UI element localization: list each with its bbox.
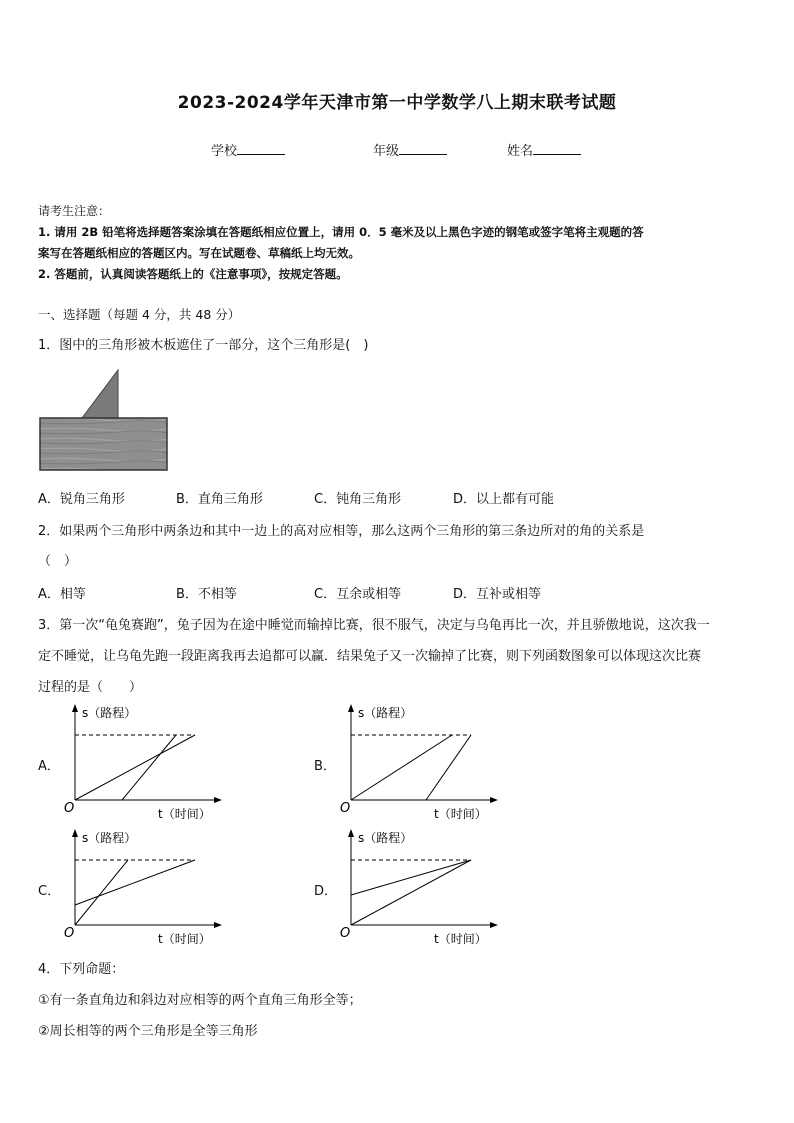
q3-option-d-label: D． [314,884,338,899]
q2-option-b: B．不相等 [176,587,237,602]
q2-option-d: D．互补或相等 [453,587,542,602]
name-label: 姓名 [507,144,534,159]
x-axis-label: t（时间） [158,807,211,821]
q3-line-2: 定不睡觉，让乌龟先跑一段距离我再去追都可以赢．结果兔子又一次输掉了比赛，则下列函数图象可以体现这次比赛 [38,649,702,664]
q2-option-c: C．互余或相等 [314,587,402,602]
x-axis-arrow [490,797,498,803]
grade-field [373,140,447,159]
notice-heading: 请考生注意： [38,204,111,218]
x-axis-arrow [214,797,222,803]
x-axis-label: t（时间） [158,932,211,946]
q3-line-1: 3．第一次“龟兔赛跑”，兔子因为在途中睡觉而输掉比赛，很不服气，决定与乌龟再比一次，并且骄傲地说，这次我一 [38,618,710,633]
notice-line-1: 1. 请用 2B 铅笔将选择题答案涂填在答题纸相应位置上，请用 0．5 毫米及以上黑色字迹的钢笔或签字笔将主观题的答 [38,225,644,239]
q1-stem: 1．图中的三角形被木板遮住了一部分，这个三角形是( ) [38,338,369,353]
y-axis-arrow [72,829,78,837]
notice-line-3: 2. 答题前，认真阅读答题纸上的《注意事项》，按规定答题。 [38,267,348,281]
q4-item-1: ①有一条直角边和斜边对应相等的两个直角三角形全等； [38,993,362,1008]
tortoise-line [75,735,195,800]
rabbit-line [426,735,471,800]
q2-option-a: A．相等 [38,587,86,602]
notice-line-2: 案写在答题纸相应的答题区内。写在试题卷、草稿纸上均无效。 [38,246,360,260]
grade-label: 年级 [373,144,400,159]
q1-option-c: C．钝角三角形 [314,492,402,507]
q2-stem: 2．如果两个三角形中两条边和其中一边上的高对应相等，那么这两个三角形的第三条边所对的角的关系是 [38,524,645,539]
tortoise-line [351,860,471,895]
q4-stem: 4．下列命题： [38,962,125,977]
y-axis-label: s（路程） [82,706,137,720]
origin-label: O [64,926,75,941]
tortoise-line [351,735,452,800]
wood-board [40,418,167,470]
x-axis-arrow [214,922,222,928]
q3-line-3: 过程的是（ ） [38,680,143,695]
grade-blank [399,142,447,155]
page-title: 2023-2024学年天津市第一中学数学八上期末联考试题 [177,93,617,113]
graph-d [336,825,506,950]
rabbit-line [75,860,128,925]
graph-c [60,825,230,950]
name-blank [533,142,581,155]
q1-figure [38,366,170,472]
q3-option-a-label: A． [38,759,60,774]
x-axis-label: t（时间） [434,807,487,821]
y-axis-arrow [348,829,354,837]
q1-option-b: B．直角三角形 [176,492,263,507]
rabbit-line [351,860,471,925]
q2-paren: （ ） [38,554,78,569]
y-axis-arrow [348,704,354,712]
q4-item-2: ②周长相等的两个三角形是全等三角形 [38,1024,258,1039]
y-axis-label: s（路程） [82,831,137,845]
x-axis-label: t（时间） [434,932,487,946]
graph-a [60,700,230,825]
school-label: 学校 [211,144,238,159]
q3-option-c-label: C． [38,884,61,899]
q3-option-b-label: B． [314,759,336,774]
origin-label: O [340,926,351,941]
y-axis-arrow [72,704,78,712]
q1-option-a: A．锐角三角形 [38,492,125,507]
y-axis-label: s（路程） [358,706,413,720]
school-field [211,140,285,159]
y-axis-label: s（路程） [358,831,413,845]
tortoise-line [75,860,195,905]
name-field [507,140,581,159]
x-axis-arrow [490,922,498,928]
q1-option-d: D．以上都有可能 [453,492,555,507]
origin-label: O [64,801,75,816]
school-blank [237,142,285,155]
rabbit-line [122,735,176,800]
section-heading: 一、选择题（每题 4 分，共 48 分） [38,307,241,322]
origin-label: O [340,801,351,816]
hidden-triangle [82,370,118,418]
graph-b [336,700,506,825]
